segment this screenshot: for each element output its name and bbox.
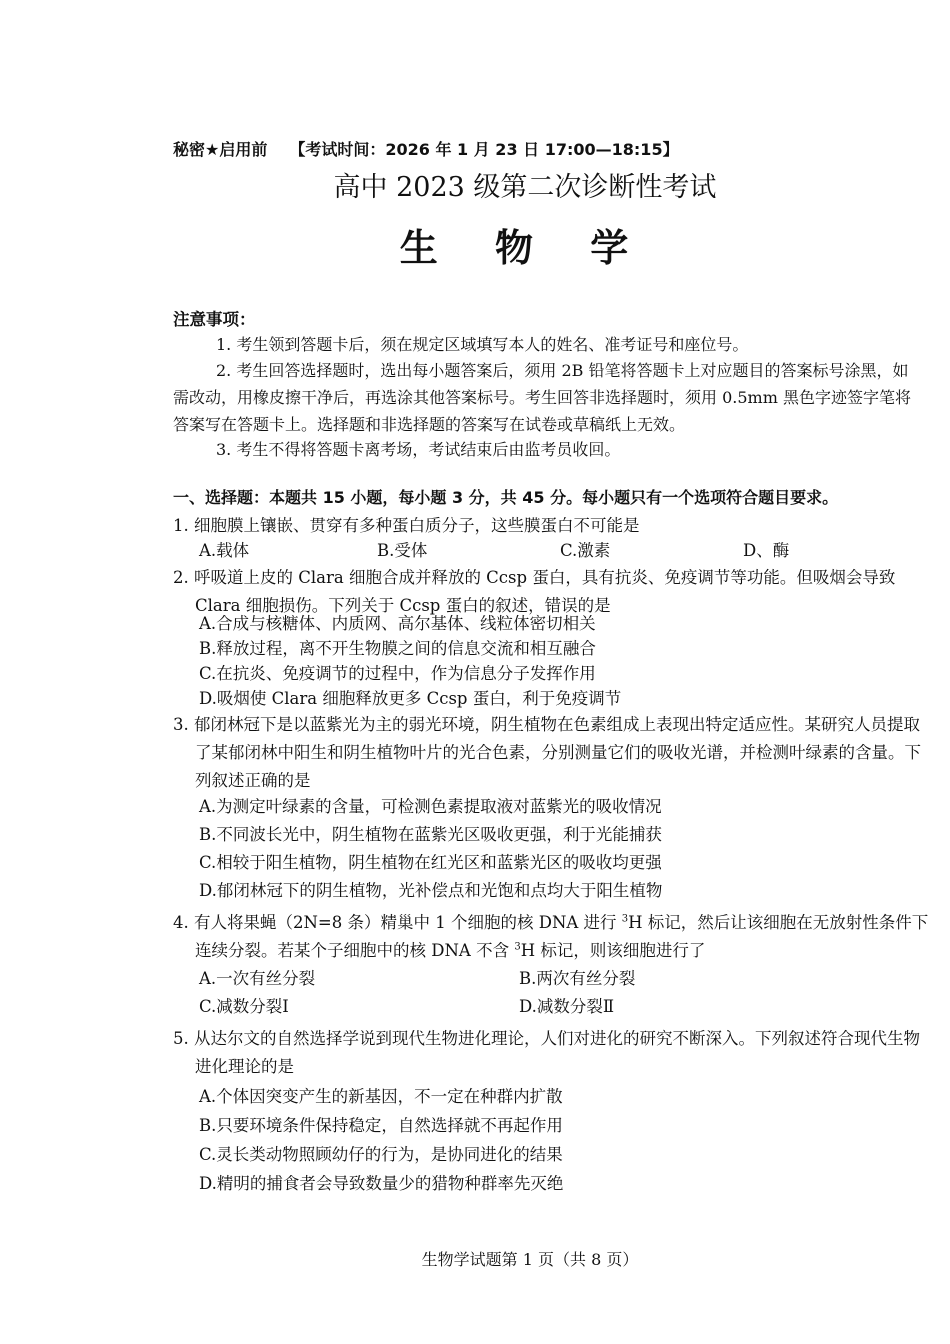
option-d: D.减数分裂Ⅱ (519, 997, 615, 1016)
section-heading: 一、选择题：本题共 15 小题，每小题 3 分，共 45 分。每小题只有一个选项符合题目要求。 (173, 488, 839, 507)
option-c: C.相较于阳生植物，阴生植物在红光区和蓝紫光区的吸收均更强 (199, 853, 662, 872)
question-stem (173, 909, 935, 965)
isotope-superscript: 3 (514, 941, 521, 953)
option-a: A.个体因突变产生的新基因，不一定在种群内扩散 (199, 1087, 563, 1106)
secret-label: 秘密★启用前 (173, 140, 268, 159)
option-d: D.郁闭林冠下的阴生植物，光补偿点和光饱和点均大于阳生植物 (199, 881, 663, 900)
page-footer: 生物学试题第 1 页（共 8 页） (421, 1250, 639, 1269)
option-c: C.灵长类动物照顾幼仔的行为，是协同进化的结果 (199, 1145, 563, 1164)
option-a: A.载体 (199, 541, 250, 560)
question-stem: 5. 从达尔文的自然选择学说到现代生物进化理论，人们对进化的研究不断深入。下列叙述符合现代生物进化理论的是 (173, 1029, 920, 1076)
note-item: 1. 考生领到答题卡后，须在规定区域填写本人的姓名、准考证号和座位号。 (216, 335, 749, 354)
stem-part: H 标记，则该细胞进行了 (520, 941, 706, 960)
option-a: A.为测定叶绿素的含量，可检测色素提取液对蓝紫光的吸收情况 (199, 797, 662, 816)
option-c: C.激素 (560, 541, 611, 560)
option-b: B.不同波长光中，阴生植物在蓝紫光区吸收更强，利于光能捕获 (199, 825, 662, 844)
isotope-superscript: 3 (621, 913, 629, 925)
option-d: D.吸烟使 Clara 细胞释放更多 Ccsp 蛋白，利于免疫调节 (199, 689, 622, 708)
notes-heading: 注意事项： (173, 310, 256, 329)
option-c: C.减数分裂Ⅰ (199, 997, 289, 1016)
note-item: 3. 考生不得将答题卡离考场，考试结束后由监考员收回。 (216, 440, 621, 459)
option-a: A.一次有丝分裂 (199, 969, 316, 988)
option-b: B.释放过程，离不开生物膜之间的信息交流和相互融合 (199, 639, 596, 658)
note-item: 2. 考生回答选择题时，选出每小题答案后，须用 2B 铅笔将答题卡上对应题目的答案标号涂黑，如需改动，用橡皮擦干净后，再选涂其他答案标号。考生回答非选择题时，须用 0.5mm 黑色字迹签字笔将答案写在答题卡上。选择题和非选择题的答案写在试卷或草稿纸上无效。 (173, 361, 911, 434)
option-c: C.在抗炎、免疫调节的过程中，作为信息分子发挥作用 (199, 664, 596, 683)
stem-part: H 标记，然后让该细胞在无放射性条件下连续分裂。若某个子细胞中的核 DNA 不含 (195, 913, 929, 960)
option-d: D.精明的捕食者会导致数量少的猎物种群率先灭绝 (199, 1174, 564, 1193)
option-d: D、酶 (743, 541, 790, 560)
exam-time: 【考试时间：2026 年 1 月 23 日 17:00—18:15】 (289, 140, 679, 159)
option-b: B.只要环境条件保持稳定，自然选择就不再起作用 (199, 1116, 563, 1135)
header-line (173, 139, 701, 161)
question-stem: 3. 郁闭林冠下是以蓝紫光为主的弱光环境，阴生植物在色素组成上表现出特定适应性。某研究人员提取了某郁闭林中阳生和阴生植物叶片的光合色素，分别测量它们的吸收光谱，并检测叶绿素的含量。下列叙述正确的是 (173, 715, 921, 790)
question-stem: 2. 呼吸道上皮的 Clara 细胞合成并释放的 Ccsp 蛋白，具有抗炎、免疫调节等功能。但吸烟会导致 Clara 细胞损伤。下列关于 Ccsp 蛋白的叙述，错误的是 (173, 568, 896, 615)
subject-title: 生 物 学 (399, 226, 651, 270)
option-b: B.受体 (377, 541, 428, 560)
exam-title: 高中 2023 级第二次诊断性考试 (333, 172, 717, 203)
option-a: A.合成与核糖体、内质网、高尔基体、线粒体密切相关 (199, 614, 596, 633)
option-b: B.两次有丝分裂 (519, 969, 636, 988)
question-stem: 1. 细胞膜上镶嵌、贯穿有多种蛋白质分子，这些膜蛋白不可能是 (173, 516, 640, 535)
stem-part: 4. 有人将果蝇（2N=8 条）精巢中 1 个细胞的核 DNA 进行 (173, 913, 622, 932)
